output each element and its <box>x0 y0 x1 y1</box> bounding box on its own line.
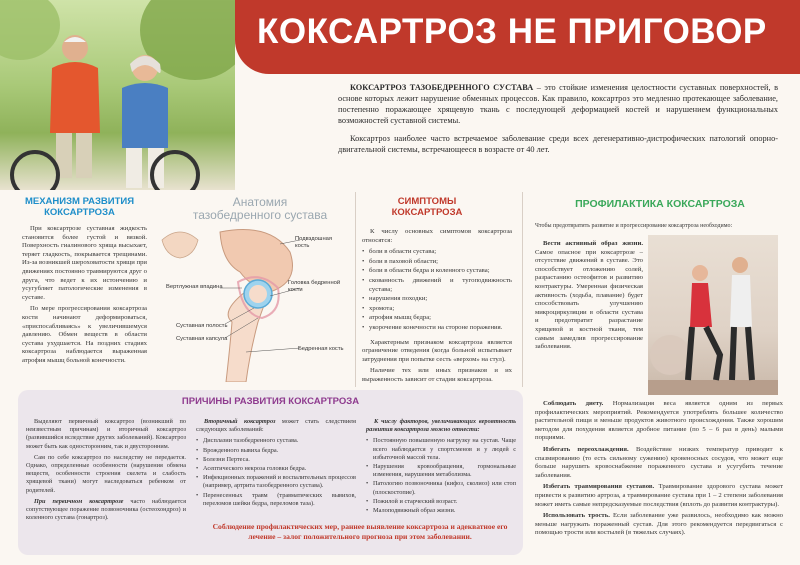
prevention-cool-term: Избегать переохлаждения. <box>543 445 629 453</box>
symptom-item: • боли в области сустава; <box>362 248 512 257</box>
prevention-diet-body: Нормализация веса является одним из первых профилактических мероприятий. Рекомендуется употреблять большее количество растительной пищи и меньше продуктов животного происхождения. Также хорошим методом для похудения является дробное питание (по 5 – 6 раз в день) малыми порциями. <box>535 400 783 442</box>
symptoms-title-line-1: СИМПТОМЫ <box>397 196 457 207</box>
mechanism-paragraph-1: При коксартрозе суставная жидкость становится более густой и вязкой. Поверхность гиалинового хряща высыхает, теряет гладкость, покрывается трещинами. Из-за возникшей шероховатости хрящи при движениях постоянно травмируются друг о друга, что ведет к их истончению и усугубляет патологические изменения в суставе. <box>22 225 147 301</box>
intro-definition: – это стойкие изменения целостности суставных поверхностей, в основе которых лежит нарушение обменных процессов. Как правило, коксартроз это медленно протекающее заболевание, постепенно поражающее хрящевую ткань с последующей деформацией костей и нарушением функциональных возможностей суставной системы. <box>338 83 778 125</box>
pelvis-mini-icon <box>162 232 198 258</box>
prevention-more-text <box>535 400 783 541</box>
causes-col1-body: часто наблюдается сопутствующее поражение позвоночника (остеохондроз) и коленного сустава (гонартроз). <box>26 497 186 522</box>
label-femur: Бедренная кость <box>298 346 344 352</box>
intro-paragraph-1 <box>338 82 778 126</box>
symptoms-list <box>362 248 512 332</box>
symptoms-text <box>362 228 512 388</box>
prevention-cool-body: Воздействие низких температур приводит к спазмированию (то есть сильному сужению) кровеносных сосудов, что может еще больше нарушить кровоснабжение пораженного сустава и усугубить течение заболевания. <box>535 445 783 479</box>
symptoms-lead: К числу основных симптомов коксартроза относятся: <box>362 228 512 244</box>
label-acetabulum: Вертлужная впадина <box>166 284 223 290</box>
intro-text <box>338 82 778 162</box>
prevention-active-text <box>535 240 643 355</box>
risk-factor-item: • Малоподвижный образ жизни. <box>366 507 516 515</box>
causes-title: ПРИЧИНЫ РАЗВИТИЯ КОКСАРТРОЗА <box>181 396 360 407</box>
label-joint-cavity: Суставная полость <box>176 323 228 329</box>
label-joint-capsule: Суставная капсула <box>176 336 228 342</box>
label-ilium: Подвздошная кость <box>295 236 333 249</box>
footer-note: Соблюдение профилактических мер, раннее выявление коксартроза и адекватное его лечение – залог положительного прогноза при этом заболевании. <box>212 522 508 541</box>
symptoms-paragraph-2: Характерным признаком коксартроза является ограничение отведения (когда больной испытывает затруднения при попытке сесть «верхом» на стул). <box>362 338 512 363</box>
exercise-photo <box>648 235 778 395</box>
anatomy-title-line-2: тазобедренного сустава <box>192 208 328 222</box>
cause-item: • Дисплазии тазобедренного сустава. <box>196 437 356 445</box>
cause-item: • Перенесенных травм (травматических вывихов, переломов шейки бедра, переломов таза). <box>196 492 356 508</box>
mechanism-title-line-1: МЕХАНИЗМ РАЗВИТИЯ <box>24 196 135 207</box>
divider-2 <box>522 192 523 387</box>
prevention-active-term: Вести активный образ жизни. <box>543 240 643 247</box>
anatomy-title <box>190 196 330 222</box>
mechanism-paragraph-2: По мере прогрессирования коксартроза кости начинают деформироваться, «приспосабливаясь» к увеличившемуся давлению. Обмен веществ в области сустава ухудшается. На поздних стадиях коксартроза наблюдается выраженная атрофия мышц больной конечности. <box>22 305 147 364</box>
prevention-lead: Чтобы предотвратить развитие и прогрессирование коксартроза необходимо: <box>535 223 733 229</box>
causes-column-1 <box>26 418 186 525</box>
prevention-injury-term: Избегать травмирования суставов. <box>543 483 655 491</box>
prevention-diet-term: Соблюдать диету. <box>543 400 604 407</box>
cause-item: • Асептического некроза головки бедра. <box>196 465 356 473</box>
anatomy-title-line-1: Анатомия <box>232 195 288 209</box>
causes-column-3 <box>366 418 516 516</box>
fitness-ball-icon <box>650 335 690 375</box>
causes-col1-paragraph-2: Сам по себе коксартроз по наследству не передается. Однако, определенные особенности (нарушения обмена веществ, особенности строения скелета и слабость хрящевой ткани) могут наследоваться ребенком от родителей. <box>26 453 186 494</box>
intro-paragraph-2: Коксартроз наиболее часто встречаемое заболевание среди всех дегенеративно-дистрофических патологий опорно-двигательной системы, встречающееся в возрасте от 40 лет. <box>338 134 778 154</box>
intro-term: КОКСАРТРОЗ ТАЗОБЕДРЕННОГО СУСТАВА <box>350 83 534 92</box>
causes-col1-paragraph-1: Выделяют первичный коксартроз (возникший по неизвестным причинам) и вторичный коксартроз (развившийся вследствие других заболеваний). Коксартроз может быть как односторонним, так и двусторонним. <box>26 418 186 450</box>
risk-factor-item: • Постоянную повышенную нагрузку на сустав. Чаще всего наблюдается у спортсменов и у людей с избыточной массой тела. <box>366 437 516 462</box>
mechanism-text <box>22 225 147 369</box>
page-title: КОКСАРТРОЗ НЕ ПРИГОВОР <box>257 12 767 51</box>
cause-item: • Инфекционных поражений и воспалительных процессов (например, артрита тазобедренного сустава). <box>196 474 356 490</box>
causes-col1-term: При первичном коксартрозе <box>34 497 124 505</box>
causes-column-2 <box>196 418 356 509</box>
prevention-cane-body: Если заболевание уже развилось, необходимо как можно меньше нагружать пораженный сустав. Для этого рекомендуется передвигаться с помощью трости или костылей (в тяжелых случаях). <box>535 512 783 537</box>
symptom-item: • укорочение конечности на стороне поражения. <box>362 324 512 333</box>
symptoms-title <box>372 196 482 218</box>
causes-col2-term: Вторичный коксартроз <box>204 418 276 425</box>
femoral-head-core <box>249 285 267 303</box>
mechanism-title <box>12 196 147 218</box>
symptom-item: • атрофия мышц бедра; <box>362 314 512 323</box>
prevention-injury-body: Травмирование здорового сустава может привести к развитию артроза, а травмирование сустава при 1 – 2 степени заболевания может иметь самые непредсказуемые последствия (вплоть до развития контрактуры). <box>535 483 784 508</box>
prevention-title: ПРОФИЛАКТИКА КОКСАРТРОЗА <box>575 198 745 210</box>
title-banner <box>235 0 800 74</box>
risk-factor-item: • Нарушения кровообращения, гормональные изменения, нарушения метаболизма. <box>366 463 516 479</box>
divider-1 <box>355 192 356 387</box>
symptom-item: • скованность движений и тугоподвижность сустава; <box>362 277 512 294</box>
risk-factor-item: • Патологию позвоночника (кифоз, сколиоз) или стоп (плоскостопие). <box>366 480 516 496</box>
symptoms-paragraph-3: Наличие тех или иных признаков и их выраженность зависит от стадии коксартроза. <box>362 367 512 383</box>
cause-item: • Болезни Пертеса. <box>196 456 356 464</box>
prevention-active-body: Самое опасное при коксартрозе – отсутствие движений в суставе. Это способствует отложению солей, разрастанию остеофитов и развитию контрактуры. Умеренная физическая активность (ходьба, плавание) будет способствовать улучшению микроциркуляции в области сустава и предотвратит разрастание хрящевой и костной ткани, тем самым замедлив прогрессирование заболевания. <box>535 248 643 351</box>
symptom-item: • боли в паховой области; <box>362 258 512 267</box>
mechanism-title-line-2: КОКСАРТРОЗА <box>44 207 115 218</box>
elderly-couple-photo <box>0 0 235 190</box>
cause-item: • Врожденного вывиха бедра. <box>196 447 356 455</box>
symptom-item: • боли в области бедра и коленного сустава; <box>362 267 512 276</box>
symptom-item: • хромота; <box>362 305 512 314</box>
label-femoral-head: Головка бедренной кости <box>288 280 341 293</box>
prevention-cane-term: Использовать трость. <box>543 512 610 520</box>
causes-col3-list <box>366 437 516 515</box>
causes-col2-lead: может стать следствием следующих заболеваний: <box>196 418 357 434</box>
symptom-item: • нарушения походки; <box>362 295 512 304</box>
risk-factor-item: • Пожилой и старческий возраст. <box>366 498 516 506</box>
causes-col2-list <box>196 437 356 508</box>
causes-col3-lead: К числу факторов, увеличивающих вероятность развития коксартроза можно отнести: <box>366 418 516 434</box>
symptoms-title-line-2: КОКСАРТРОЗА <box>391 207 463 218</box>
